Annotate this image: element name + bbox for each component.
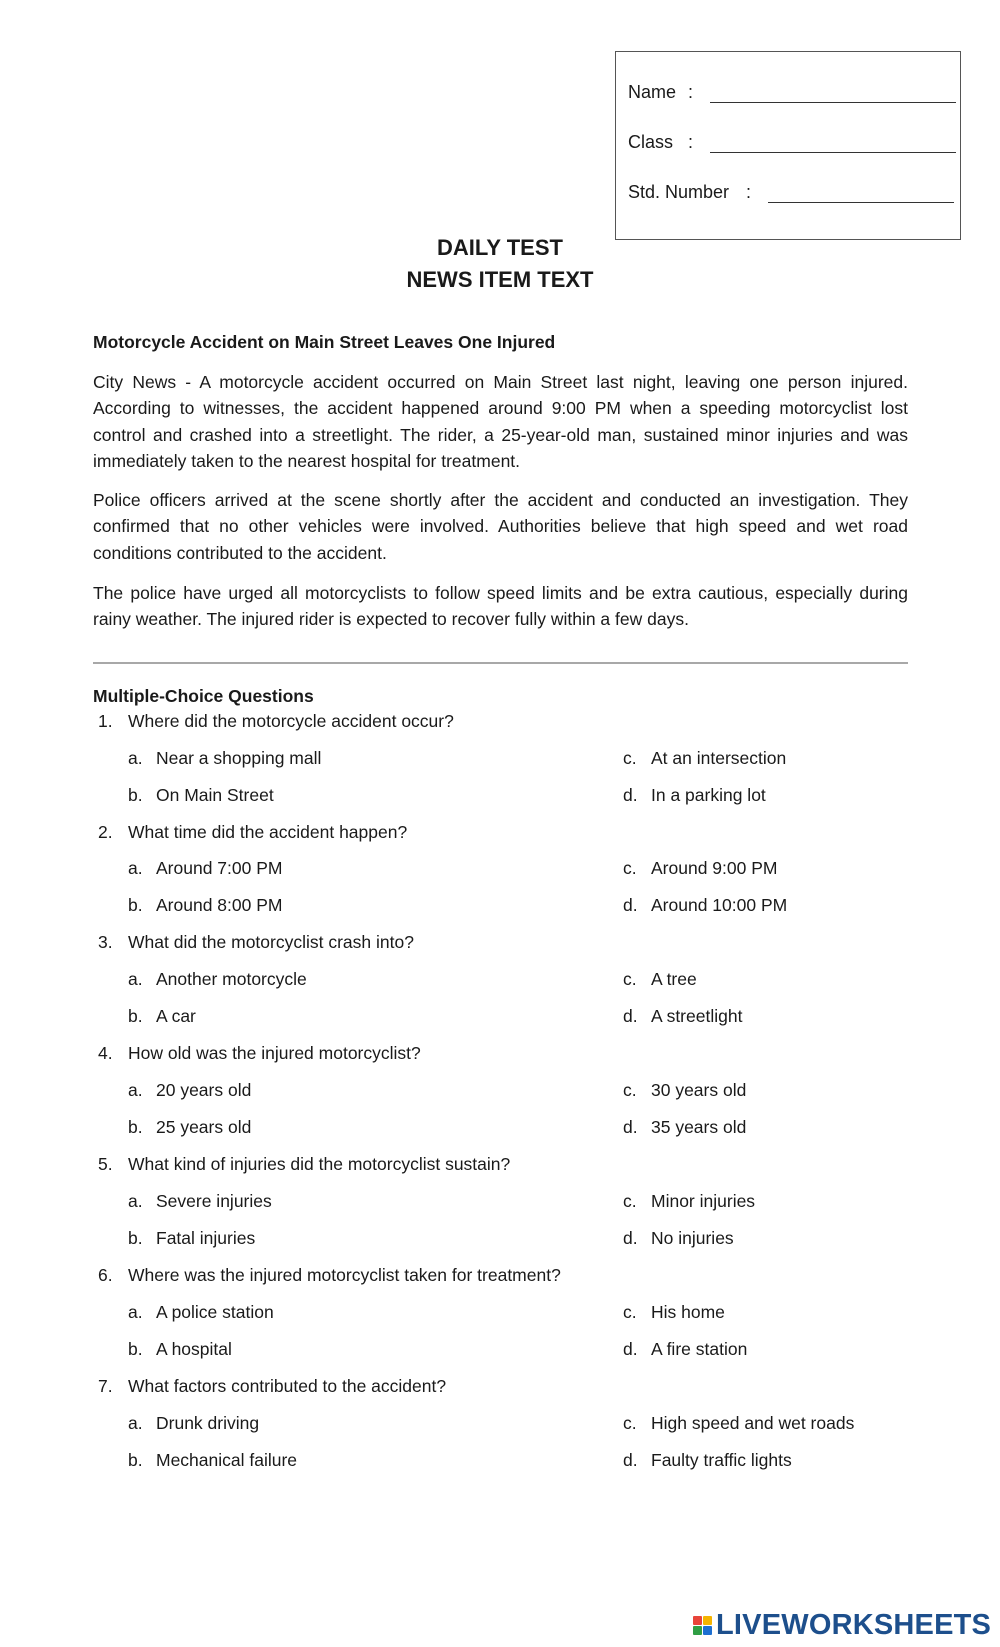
logo-text: LIVEWORKSHEETS — [716, 1608, 992, 1641]
option-letter: b. — [128, 1228, 143, 1248]
mcq-heading: Multiple-Choice Questions — [93, 686, 314, 706]
option-text: 25 years old — [156, 1117, 252, 1137]
page-title: DAILY TEST — [437, 235, 563, 260]
option-c[interactable] — [623, 1080, 746, 1101]
option-d[interactable] — [623, 1339, 747, 1360]
option-text: A hospital — [156, 1339, 232, 1359]
article-paragraph: Police officers arrived at the scene shortly after the accident and conducted an investigation. They confirmed that no other vehicles were involved. Authorities believe that high speed and wet road conditions contributed to the accident. — [93, 490, 908, 563]
std-number-separator: : — [746, 182, 752, 202]
option-text: Mechanical failure — [156, 1450, 298, 1470]
option-text: Drunk driving — [156, 1413, 260, 1433]
student-info-box — [615, 51, 961, 240]
question-number: 6. — [98, 1265, 113, 1285]
option-a[interactable] — [128, 1080, 251, 1101]
option-text: A car — [156, 1006, 196, 1026]
option-text: Around 10:00 PM — [651, 895, 788, 915]
option-text: 30 years old — [651, 1080, 747, 1100]
option-text: On Main Street — [156, 785, 274, 805]
option-text: Minor injuries — [651, 1191, 756, 1211]
option-letter: b. — [128, 1450, 143, 1470]
option-letter: b. — [128, 785, 143, 805]
name-field[interactable] — [710, 102, 956, 103]
option-letter: b. — [128, 1117, 143, 1137]
option-a[interactable] — [128, 748, 321, 769]
option-text: Another motorcycle — [156, 969, 307, 989]
question-text: What did the motorcyclist crash into? — [128, 932, 414, 952]
option-text: Near a shopping mall — [156, 748, 322, 768]
question-number: 5. — [98, 1154, 113, 1174]
class-label: Class — [628, 132, 674, 152]
option-d[interactable] — [623, 785, 766, 806]
option-d[interactable] — [623, 895, 787, 916]
option-letter: c. — [623, 748, 637, 768]
option-text: A fire station — [651, 1339, 748, 1359]
option-letter: c. — [623, 1302, 637, 1322]
question-text: What time did the accident happen? — [128, 822, 408, 842]
option-a[interactable] — [128, 969, 307, 990]
option-letter: c. — [623, 858, 637, 878]
std-number-label: Std. Number — [628, 182, 730, 202]
option-letter: a. — [128, 858, 143, 878]
option-letter: a. — [128, 1191, 143, 1211]
option-c[interactable] — [623, 748, 786, 769]
option-b[interactable] — [128, 1450, 297, 1471]
option-text: Around 9:00 PM — [651, 858, 778, 878]
option-d[interactable] — [623, 1450, 792, 1471]
option-text: No injuries — [651, 1228, 734, 1248]
option-c[interactable] — [623, 858, 777, 879]
option-text: 35 years old — [651, 1117, 747, 1137]
option-text: A streetlight — [651, 1006, 743, 1026]
option-letter: d. — [623, 895, 638, 915]
question-text: Where did the motorcycle accident occur? — [128, 711, 454, 731]
option-text: In a parking lot — [651, 785, 766, 805]
article-paragraph: City News - A motorcycle accident occurred on Main Street last night, leaving one person injured. According to witnesses, the accident happened around 9:00 PM when a speeding motorcyclist lost control and crashed into a streetlight. The rider, a 25-year-old man, sustained minor injuries and was immediately taken to the nearest hospital for treatment. — [93, 372, 908, 471]
question-text: What factors contributed to the accident? — [128, 1376, 447, 1396]
option-b[interactable] — [128, 895, 282, 916]
question-number: 3. — [98, 932, 113, 952]
article-paragraph: The police have urged all motorcyclists to follow speed limits and be extra cautious, especially during rainy weather. The injured rider is expected to recover fully within a few days. — [93, 583, 908, 630]
option-letter: d. — [623, 1450, 638, 1470]
question-text: What kind of injuries did the motorcyclist sustain? — [128, 1154, 511, 1174]
option-letter: c. — [623, 1080, 637, 1100]
option-b[interactable] — [128, 1228, 255, 1249]
option-a[interactable] — [128, 858, 282, 879]
option-text: High speed and wet roads — [651, 1413, 855, 1433]
option-letter: d. — [623, 1339, 638, 1359]
question-number: 1. — [98, 711, 113, 731]
option-letter: a. — [128, 748, 143, 768]
option-b[interactable] — [128, 1339, 232, 1360]
option-text: A police station — [156, 1302, 274, 1322]
option-text: At an intersection — [651, 748, 787, 768]
option-c[interactable] — [623, 1413, 854, 1434]
class-separator: : — [688, 132, 694, 152]
class-field[interactable] — [710, 152, 956, 153]
option-d[interactable] — [623, 1006, 742, 1027]
option-letter: a. — [128, 1413, 143, 1433]
option-letter: c. — [623, 969, 637, 989]
option-b[interactable] — [128, 1006, 196, 1027]
std-number-row — [628, 182, 752, 203]
option-text: 20 years old — [156, 1080, 252, 1100]
question-number: 2. — [98, 822, 113, 842]
option-text: Around 7:00 PM — [156, 858, 283, 878]
name-separator: : — [688, 82, 694, 102]
option-letter: a. — [128, 969, 143, 989]
option-text: His home — [651, 1302, 725, 1322]
option-b[interactable] — [128, 1117, 251, 1138]
option-letter: a. — [128, 1080, 143, 1100]
option-text: Around 8:00 PM — [156, 895, 283, 915]
option-text: Severe injuries — [156, 1191, 272, 1211]
name-label: Name — [628, 82, 677, 102]
class-row — [628, 132, 694, 153]
page-subtitle: NEWS ITEM TEXT — [406, 267, 594, 292]
question-number: 7. — [98, 1376, 113, 1396]
page-header — [0, 232, 1000, 296]
option-letter: b. — [128, 1006, 143, 1026]
article-title: Motorcycle Accident on Main Street Leaves One Injured — [93, 332, 556, 352]
option-c[interactable] — [623, 969, 697, 990]
question-text: How old was the injured motorcyclist? — [128, 1043, 421, 1063]
option-letter: c. — [623, 1413, 637, 1433]
question-text: Where was the injured motorcyclist taken for treatment? — [128, 1265, 561, 1285]
option-letter: b. — [128, 1339, 143, 1359]
option-letter: d. — [623, 1228, 638, 1248]
option-b[interactable] — [128, 785, 274, 806]
option-letter: b. — [128, 895, 143, 915]
option-d[interactable] — [623, 1228, 734, 1249]
option-letter: c. — [623, 1191, 637, 1211]
option-c[interactable] — [623, 1302, 725, 1323]
option-text: A tree — [651, 969, 697, 989]
section-divider — [93, 662, 908, 664]
option-a[interactable] — [128, 1413, 259, 1434]
std-number-field[interactable] — [768, 202, 954, 203]
option-letter: d. — [623, 785, 638, 805]
option-d[interactable] — [623, 1117, 746, 1138]
option-letter: d. — [623, 1006, 638, 1026]
name-row — [628, 82, 694, 103]
option-letter: d. — [623, 1117, 638, 1137]
option-a[interactable] — [128, 1302, 274, 1323]
liveworksheets-logo[interactable] — [693, 1610, 991, 1640]
option-text: Fatal injuries — [156, 1228, 256, 1248]
option-text: Faulty traffic lights — [651, 1450, 792, 1470]
logo-mark-icon — [693, 1616, 712, 1635]
option-letter: a. — [128, 1302, 143, 1322]
option-c[interactable] — [623, 1191, 755, 1212]
question-number: 4. — [98, 1043, 113, 1063]
option-a[interactable] — [128, 1191, 272, 1212]
